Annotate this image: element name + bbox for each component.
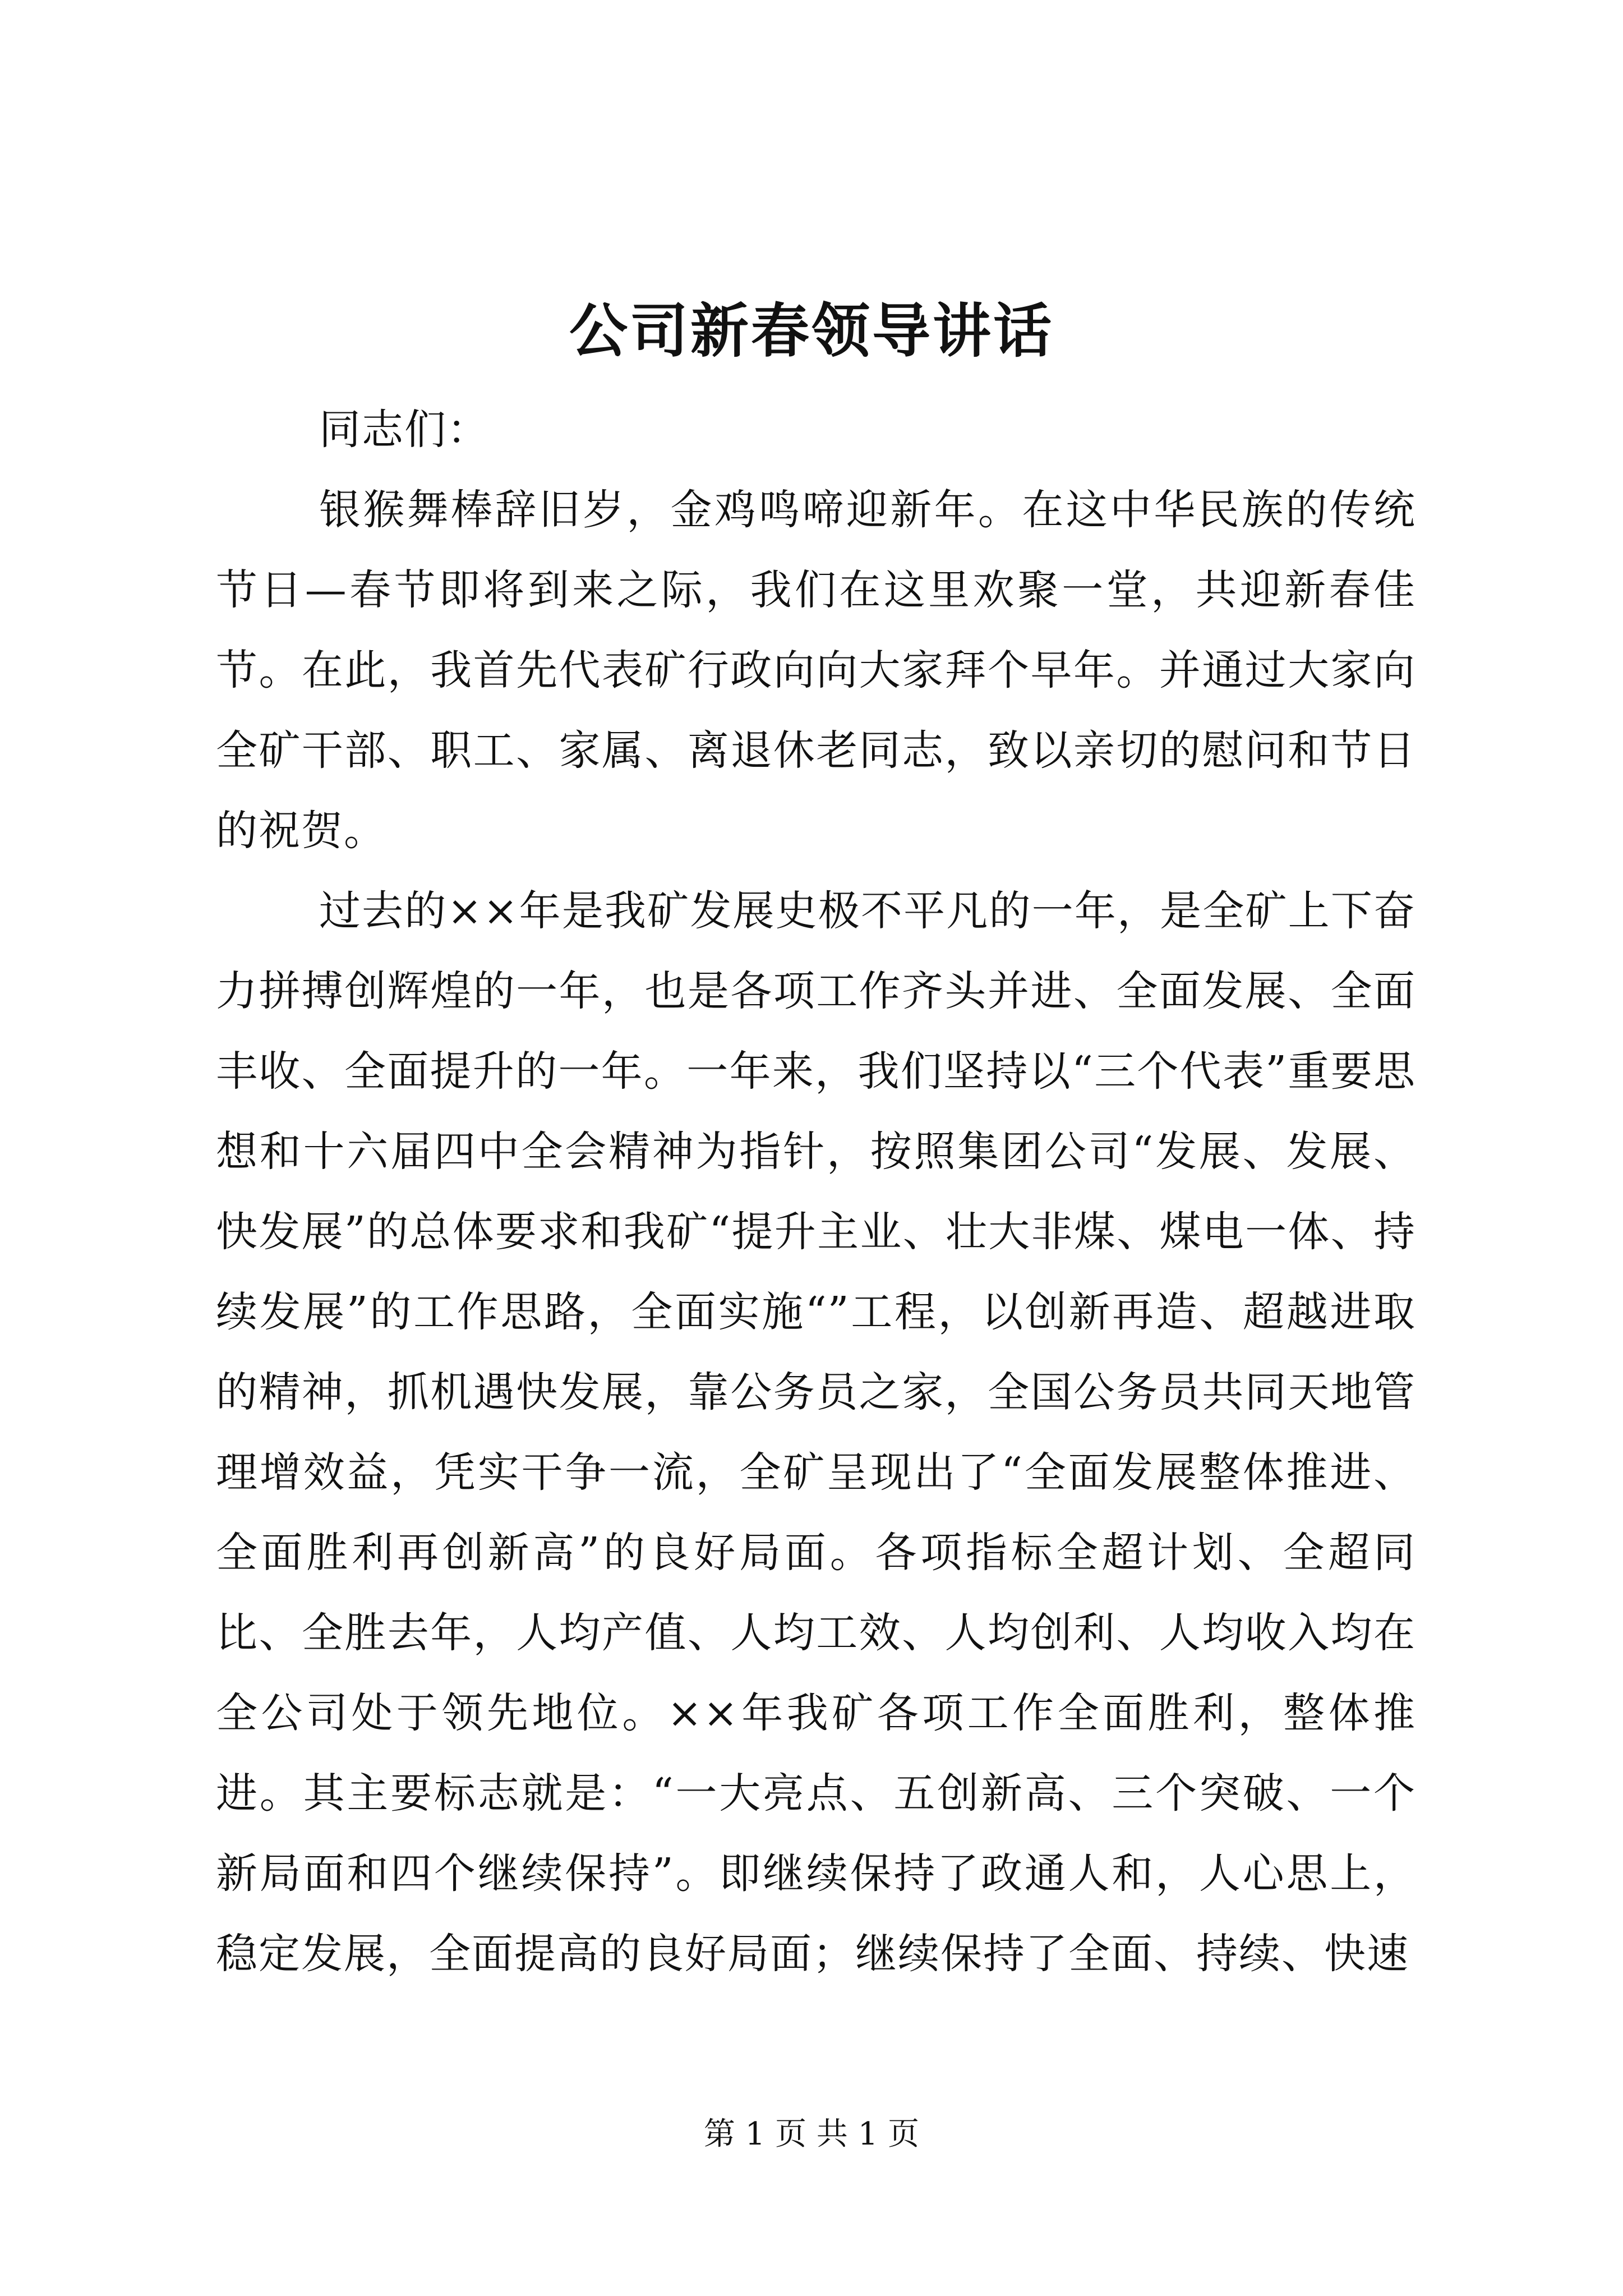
document-title: 公司新春领导讲话 [569, 296, 1054, 365]
salutation-paragraph: 同志们： [319, 406, 490, 454]
body-paragraph: 过去的××年是我矿发展史极不平凡的一年，是全矿上下奋力拼搏创辉煌的一年，也是各项工作齐头并进、全面发展、全面丰收、全面提升的一年。一年来，我们坚持以“三个代表”重要思想和十六届四中全会精神为指针，按照集团公司“发展、发展、快发展”的总体要求和我矿“提升主业、壮大非煤、煤电一体、持续发展”的工作思路，全面实施“”工程，以创新再造、超越进取的精神，抓机遇快发展，靠公务员之家，全国公务员共同天地管理增效益，凭实干争一流，全矿呈现出了“全面发展整体推进、全面胜利再创新高”的良好局面。各项指标全超计划、全超同比、全胜去年，人均产值、人均工效、人均创利、人均收入均在全公司处于领先地位。××年我矿各项工作全面胜利，整体推进。其主要标志就是：“一大亮点、五创新高、三个突破、一个新局面和四个继续保持”。即继续保持了政通人和，人心思上，稳定发展，全面提高的良好局面；继续保持了全面、持续、快速 [216, 887, 1416, 1978]
document-body [216, 390, 1416, 1994]
page-number: 第 1 页 共 1 页 [703, 2116, 920, 2152]
body-paragraph: 银猴舞棒辞旧岁，金鸡鸣啼迎新年。在这中华民族的传统节日—春节即将到来之际，我们在这里欢聚一堂，共迎新春佳节。在此，我首先代表矿行政向向大家拜个早年。并通过大家向全矿干部、职工、家属、离退休老同志，致以亲切的慰问和节日的祝贺。 [216, 486, 1416, 855]
page-footer [0, 2112, 1623, 2157]
